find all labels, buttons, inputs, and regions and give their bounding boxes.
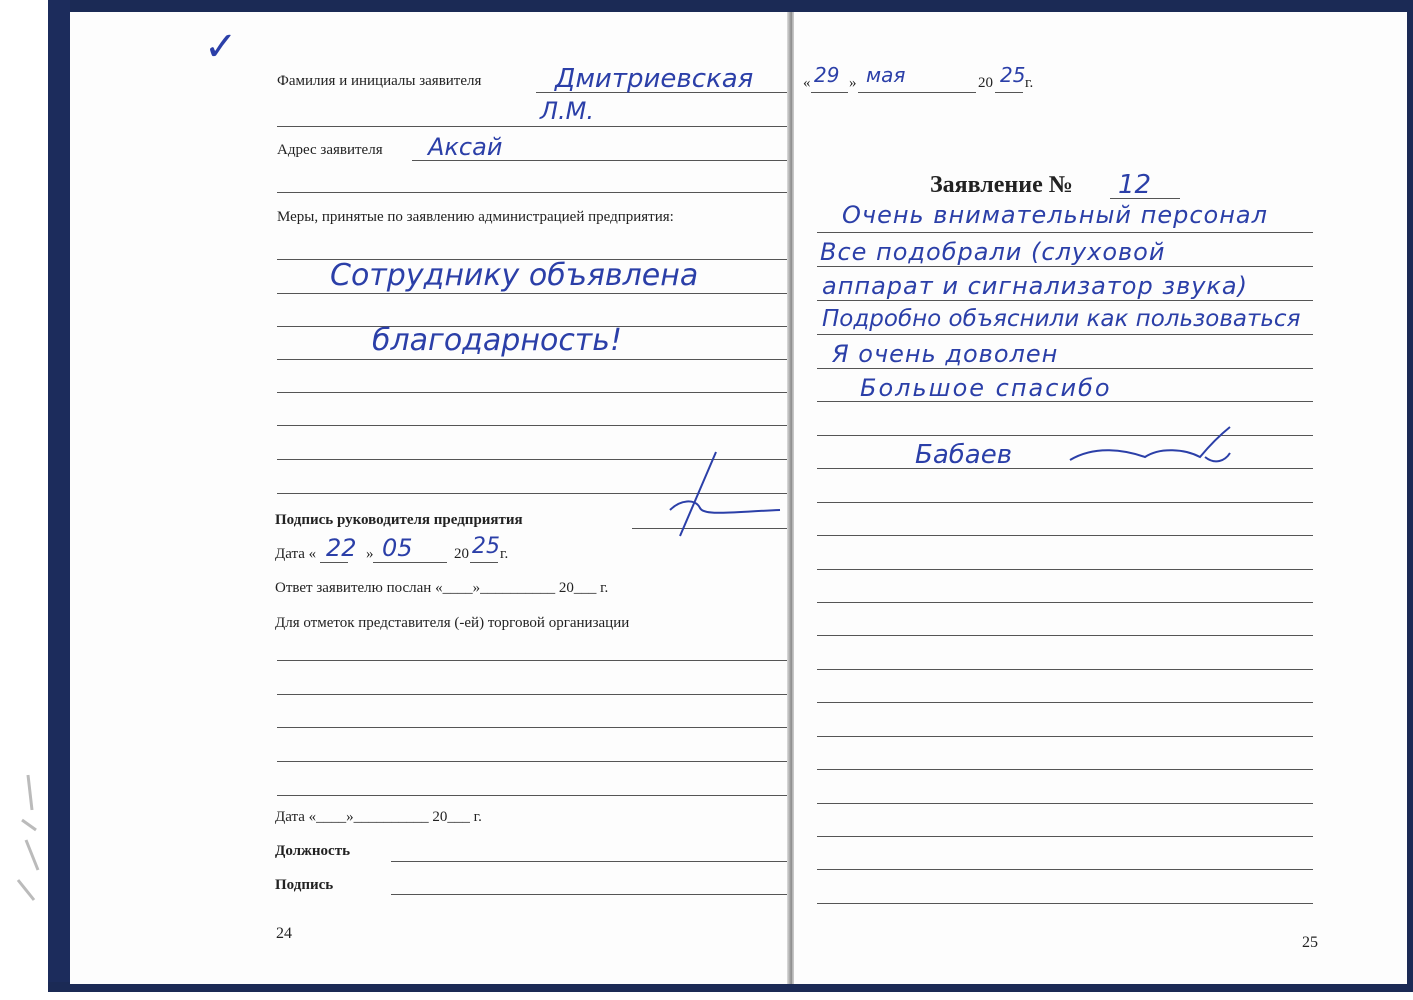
body-line-21 <box>817 903 1313 904</box>
measures-label: Меры, принятые по заявлению администрацией предприятия: <box>277 209 674 225</box>
right-date-month-line <box>858 92 976 93</box>
statement-number: 12 <box>1118 170 1152 200</box>
date-year-prefix: 20 <box>454 546 469 562</box>
body-text-6: Большое спасибо <box>860 374 1112 402</box>
body-line-17 <box>817 769 1313 770</box>
body-line-20 <box>817 869 1313 870</box>
address-value: Аксай <box>428 133 503 161</box>
date-day-line <box>320 562 348 563</box>
position-line <box>391 861 788 862</box>
statement-title: Заявление № <box>930 172 1073 198</box>
right-date-suffix: г. <box>1025 75 1034 91</box>
body-line-12 <box>817 602 1313 603</box>
trade-org-line-4 <box>277 761 788 762</box>
manager-signature-label: Подпись руководителя предприятия <box>275 512 523 528</box>
signature-line <box>391 894 788 895</box>
address-line-2 <box>277 192 788 193</box>
right-date-quote-open: « <box>803 75 811 91</box>
date-label-prefix: Дата « <box>275 546 317 562</box>
date-sep: » <box>366 546 374 562</box>
page-number-right: 25 <box>1302 934 1318 951</box>
right-date-quote-close: » <box>849 75 857 91</box>
checkmark: ✓ <box>204 24 238 70</box>
body-text-2: Все подобрали (слуховой <box>820 238 1166 266</box>
body-line-15 <box>817 702 1313 703</box>
right-date-year: 25 <box>1000 63 1026 87</box>
book-cover-right <box>1407 0 1413 992</box>
body-line-10 <box>817 535 1313 536</box>
measures-line-6 <box>277 425 788 426</box>
body-line-9 <box>817 502 1313 503</box>
body-line-19 <box>817 836 1313 837</box>
right-date-year-prefix: 20 <box>978 75 993 91</box>
scan-edge-marks <box>8 770 44 910</box>
right-date-year-line <box>995 92 1023 93</box>
body-line-3 <box>817 300 1313 301</box>
date-month-line <box>373 562 447 563</box>
date-suffix: г. <box>500 546 509 562</box>
right-date-day: 29 <box>814 63 840 87</box>
trade-org-label: Для отметок представителя (-ей) торговой организации <box>275 615 630 631</box>
body-line-13 <box>817 635 1313 636</box>
book-cover-left <box>48 0 70 992</box>
page-number-left: 24 <box>276 925 292 942</box>
body-line-5 <box>817 368 1313 369</box>
manager-signature <box>640 450 790 540</box>
date-year: 25 <box>472 534 500 559</box>
trade-org-line-1 <box>277 660 788 661</box>
signature-name: Бабаев <box>915 440 1013 470</box>
position-label: Должность <box>275 843 351 859</box>
right-date-month: мая <box>866 63 906 87</box>
measures-line-4 <box>277 359 788 360</box>
body-line-11 <box>817 569 1313 570</box>
body-text-5: Я очень доволен <box>832 340 1059 368</box>
body-line-2 <box>817 266 1313 267</box>
measures-line-2 <box>277 293 788 294</box>
body-line-14 <box>817 669 1313 670</box>
right-page <box>794 12 1407 984</box>
body-line-1 <box>817 232 1313 233</box>
applicant-name-value: Дмитриевская <box>555 64 754 94</box>
right-date-day-line <box>811 92 848 93</box>
measures-text-1: Сотруднику объявлена <box>330 258 699 293</box>
body-text-1: Очень внимательный персонал <box>842 201 1268 229</box>
body-line-16 <box>817 736 1313 737</box>
measures-line-5 <box>277 392 788 393</box>
date2-label: Дата «____»__________ 20___ г. <box>275 809 482 825</box>
reply-sent-label: Ответ заявителю послан «____»__________ 20___ г. <box>275 580 609 596</box>
date-year-line <box>470 562 498 563</box>
body-line-18 <box>817 803 1313 804</box>
applicant-name-label: Фамилия и инициалы заявителя <box>277 73 482 89</box>
address-label: Адрес заявителя <box>277 142 383 158</box>
signature-label: Подпись <box>275 877 334 893</box>
trade-org-line-3 <box>277 727 788 728</box>
applicant-initials-value: Л.М. <box>540 97 595 125</box>
date-day: 22 <box>326 534 357 562</box>
date-month: 05 <box>382 534 413 562</box>
body-text-4: Подробно объяснили как пользоваться <box>822 306 1301 332</box>
trade-org-line-5 <box>277 795 788 796</box>
applicant-signature <box>1065 425 1235 475</box>
trade-org-line-2 <box>277 694 788 695</box>
applicant-name-line-2 <box>277 126 788 127</box>
body-line-4 <box>817 334 1313 335</box>
measures-text-2: благодарность! <box>372 323 622 358</box>
body-text-3: аппарат и сигнализатор звука) <box>822 272 1248 300</box>
